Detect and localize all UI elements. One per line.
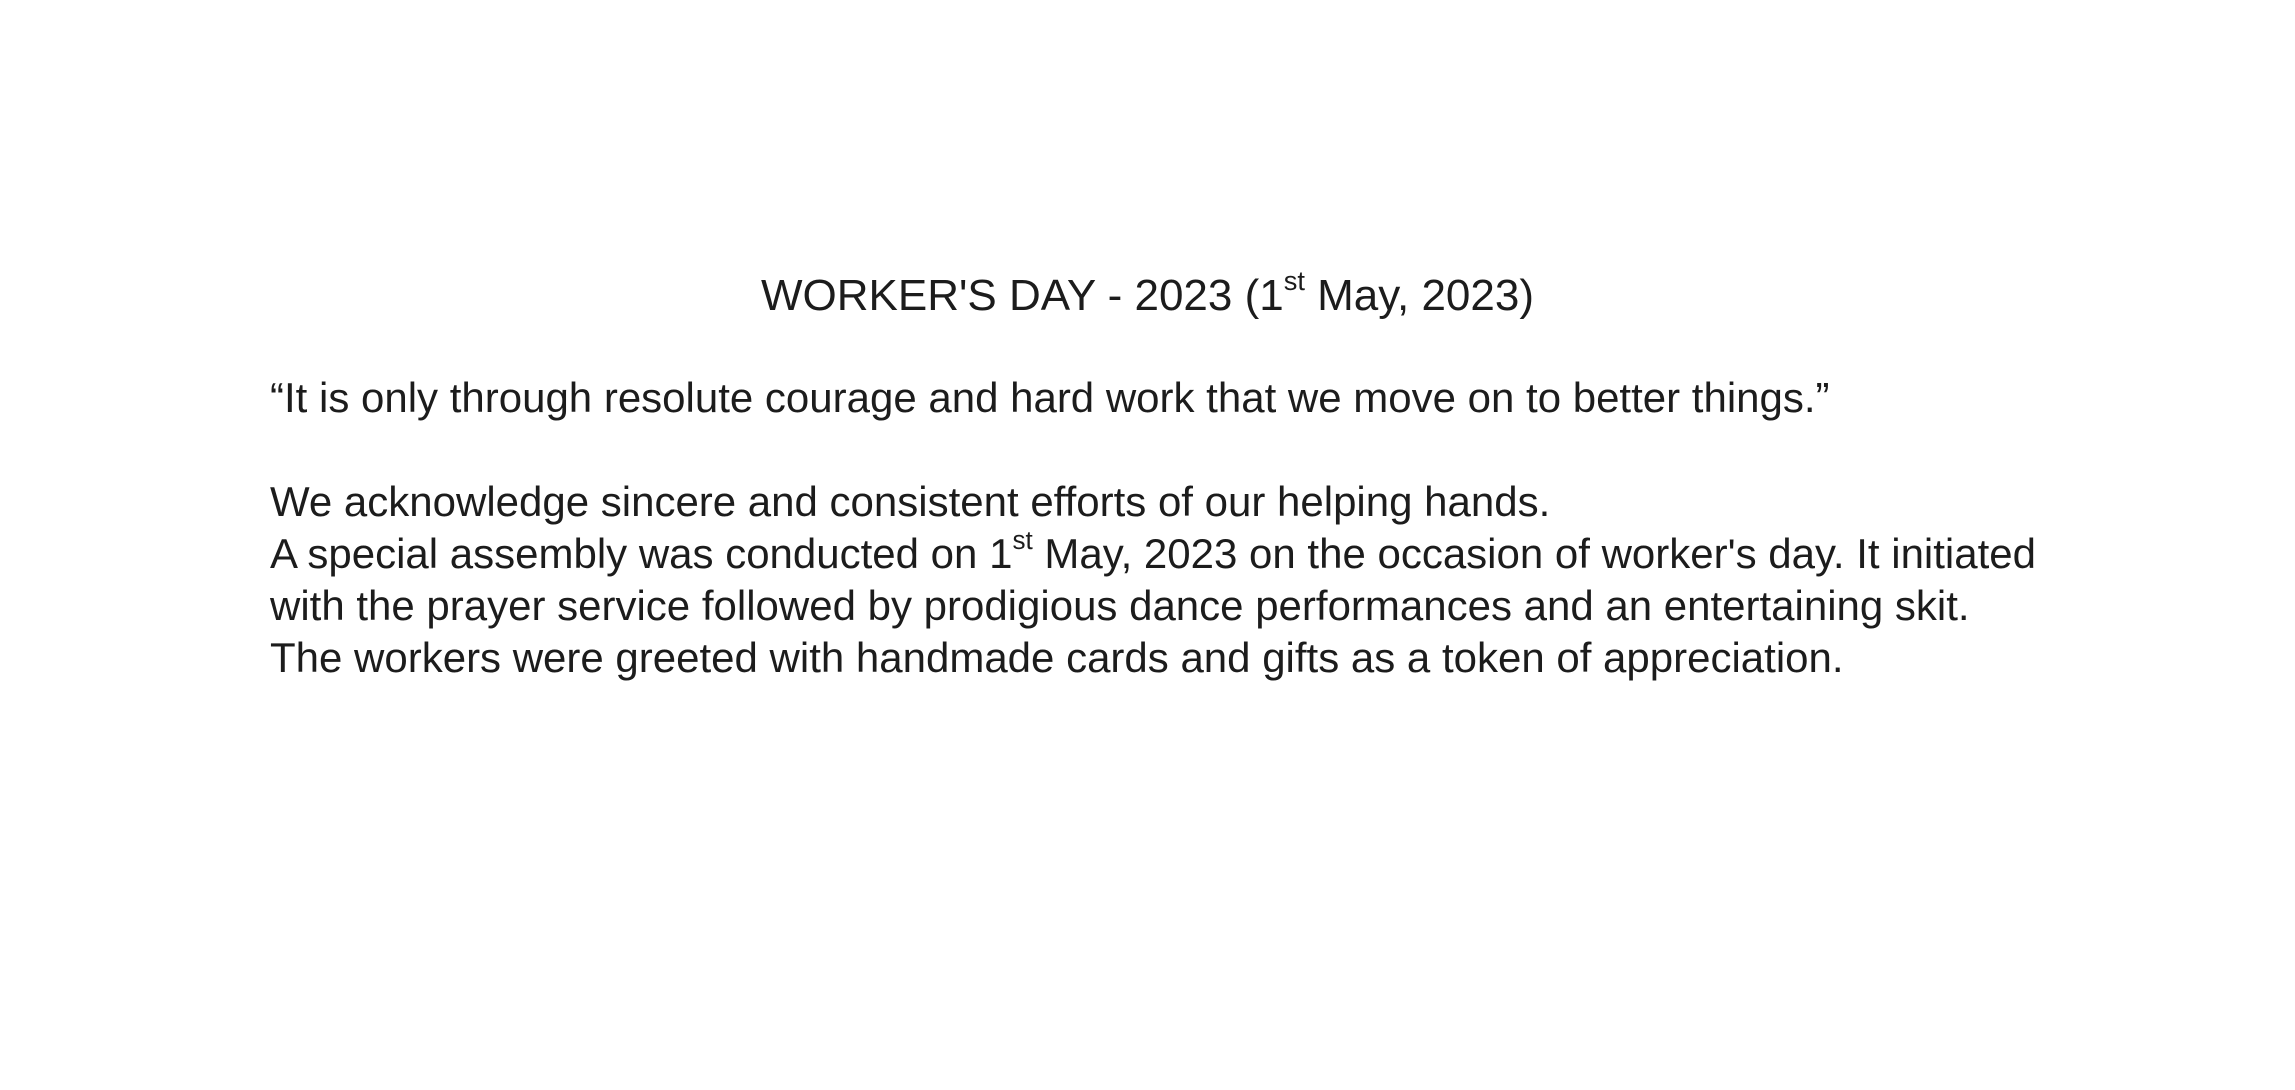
title-text-end: May, 2023) [1304,271,1534,320]
assembly-text-end: May, 2023 on the occasion of worker's day. It initiated with the prayer service followed by prodigious dance performances and an entertaining skit. The workers were greeted with handmade cards and gifts as a token of appreciation. [270,530,2037,681]
title-text-start: WORKER'S DAY - 2023 (1 [760,271,1284,320]
document-body [270,372,2040,684]
assembly-paragraph [270,525,2040,684]
title-ordinal-suffix: st [1283,265,1305,297]
acknowledgement-line: We acknowledge sincere and consistent efforts of our helping hands. [270,478,1551,525]
assembly-text-start: A special assembly was conducted on 1 [270,530,1013,577]
page-title [0,267,2295,325]
assembly-ordinal-suffix: st [1012,525,1033,556]
quote: “It is only through resolute courage and hard work that we move on to better things.” [270,374,1830,421]
